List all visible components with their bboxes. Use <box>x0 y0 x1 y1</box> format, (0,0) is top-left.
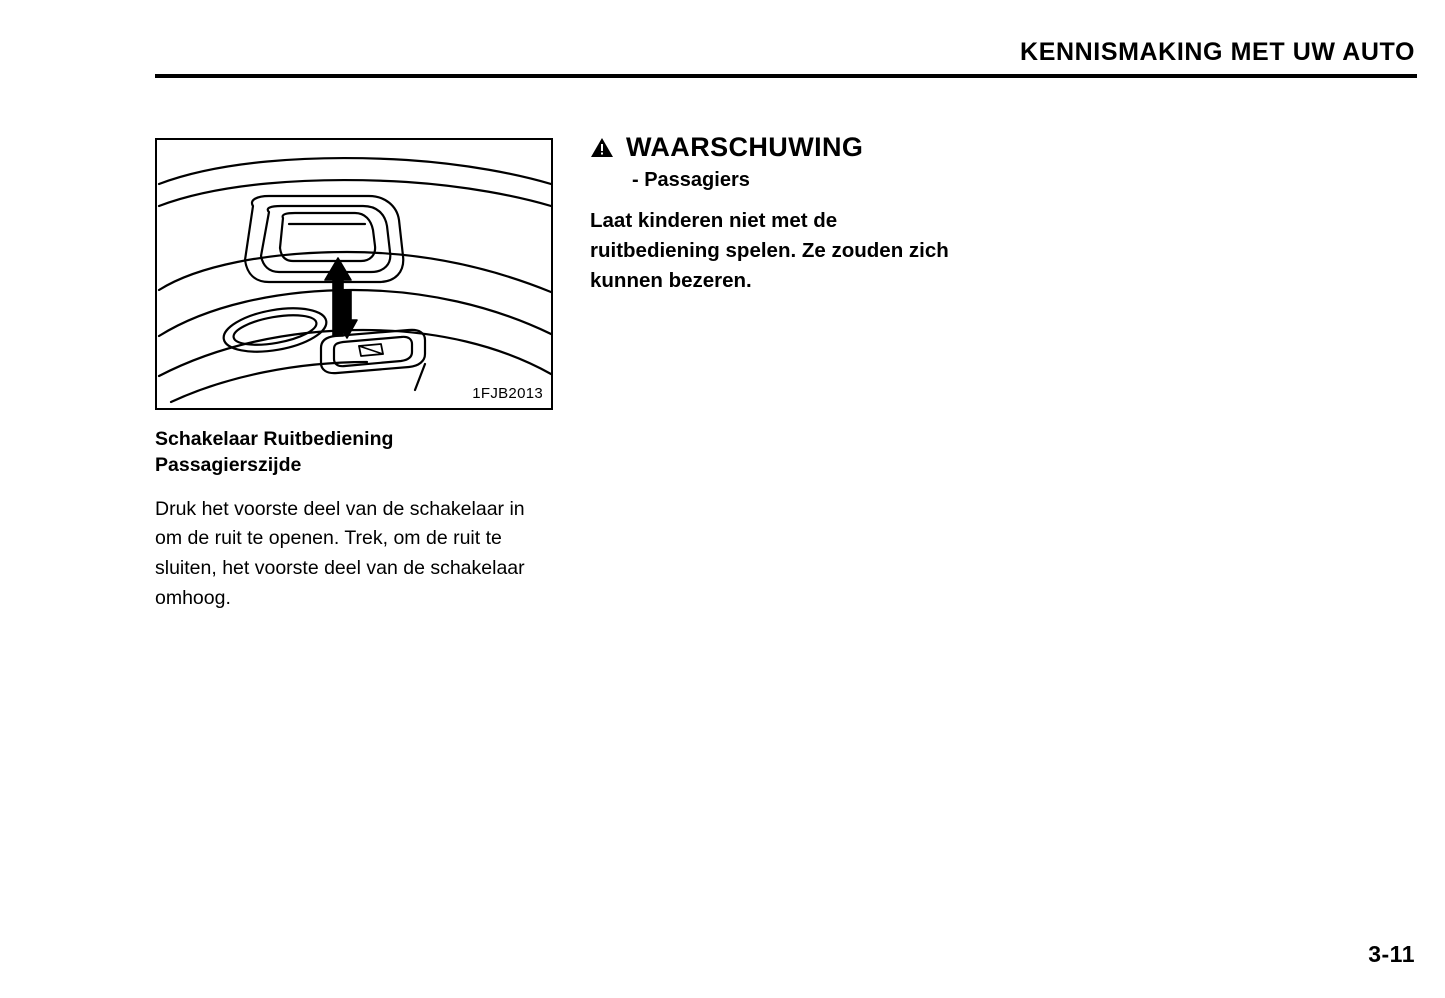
door-panel-drawing <box>157 140 551 408</box>
body-paragraph: Druk het voorste deel van de schakelaar in om de ruit te openen. Trek, om de ruit te sluiten, het voorste deel van de schakelaar omhoog. <box>155 497 525 609</box>
warning-triangle-icon <box>590 137 614 158</box>
warning-body: Laat kinderen niet met de ruitbediening spelen. Ze zouden zich kunnen bezeren. <box>590 209 949 292</box>
right-column <box>590 132 990 296</box>
header-divider <box>155 74 1417 78</box>
warning-subheading: - Passagiers <box>632 169 750 191</box>
figure-caption-line1: Schakelaar Ruitbediening <box>155 428 394 450</box>
figure-caption <box>155 426 485 479</box>
figure-code: 1FJB2013 <box>472 385 543 402</box>
figure-caption-line2: Passagierszijde <box>155 454 302 477</box>
warning-heading-label: WAARSCHUWING <box>626 132 864 162</box>
warning-heading <box>590 132 990 163</box>
page-title: KENNISMAKING MET UW AUTO <box>1020 38 1415 66</box>
page-number: 3-11 <box>1368 941 1415 967</box>
window-switch-illustration <box>155 138 553 410</box>
left-column <box>155 138 555 613</box>
